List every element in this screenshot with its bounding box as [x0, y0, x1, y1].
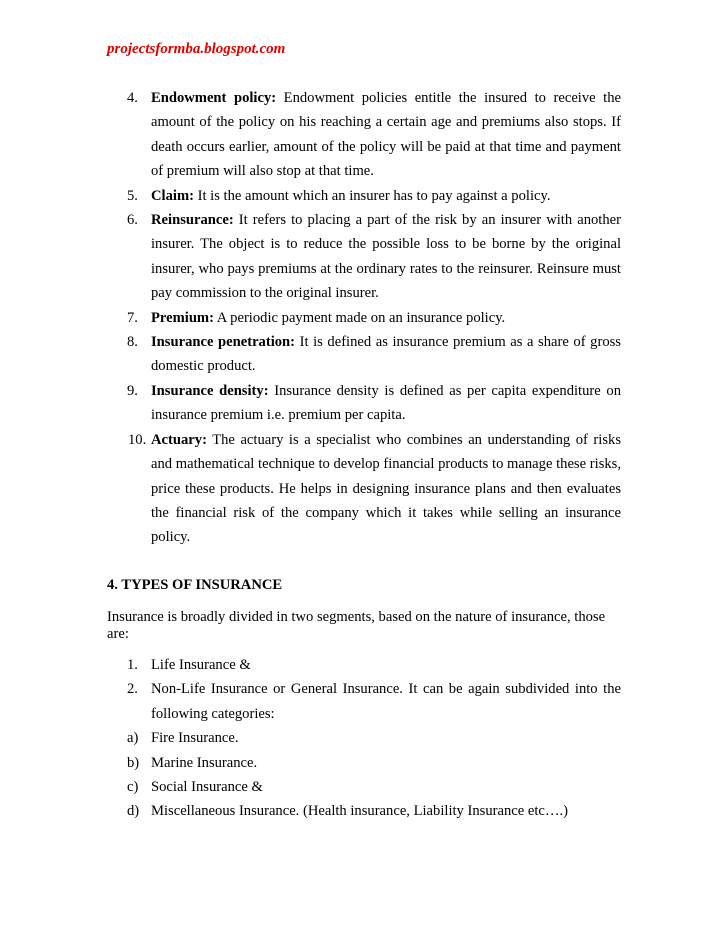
item-number: 6. [127, 212, 138, 229]
section-intro: Insurance is broadly divided in two segments, based on the nature of insurance, those are: [107, 609, 606, 642]
item-letter: b) [127, 754, 140, 771]
item-text: Fire Insurance. [151, 730, 239, 747]
definition-item [107, 306, 621, 330]
definition-term: Endowment policy: [151, 90, 277, 106]
definition-text: Endowment policies entitle the insured to receive the amount of the policy on his reaching a certain age and premiums also stops. If death occurs earlier, amount of the policy will be paid at that time and payment of premium will also stop at that time. [151, 90, 621, 180]
item-text: Non-Life Insurance or General Insurance. It can be again subdivided into the following categories: [151, 681, 621, 722]
definition-item [107, 184, 621, 208]
definition-text: It is the amount which an insurer has to pay against a policy. [193, 187, 551, 204]
definition-term: Insurance density: [151, 382, 269, 399]
definition-item [107, 428, 621, 550]
insurance-types-list [107, 653, 621, 824]
list-item [107, 726, 621, 750]
item-text: Miscellaneous Insurance. (Health insurance, Liability Insurance etc….) [151, 803, 568, 820]
definition-text: It refers to placing a part of the risk by an insurer with another insurer. The object is to reduce the possible loss to be borne by the original insurer, who pays premiums at the ordinary rates to the reinsurer. Reinsure must pay commission to the original insurer. [151, 212, 621, 302]
definition-item [107, 208, 621, 306]
definition-term: Premium: [151, 309, 214, 326]
definition-term: Insurance penetration: [151, 334, 296, 351]
item-number: 4. [127, 90, 138, 106]
definition-text: Insurance density is defined as per capita expenditure on insurance premium i.e. premium per capita. [151, 382, 621, 424]
definition-item [107, 330, 621, 379]
definition-term: Reinsurance: [151, 212, 234, 229]
item-number: 8. [127, 334, 138, 351]
item-number: 5. [127, 187, 138, 204]
item-text: Social Insurance & [151, 779, 263, 796]
section-heading: 4. TYPES OF INSURANCE [107, 577, 283, 593]
item-text: Marine Insurance. [151, 754, 258, 771]
item-letter: d) [127, 803, 140, 820]
list-item [107, 653, 621, 677]
list-item [107, 677, 621, 726]
list-item [107, 799, 621, 823]
definition-item [107, 86, 621, 184]
list-item [107, 751, 621, 775]
item-number: 9. [127, 382, 138, 399]
definitions-list [107, 86, 621, 550]
item-number: 1. [127, 657, 138, 673]
item-letter: a) [127, 730, 139, 747]
item-letter: c) [127, 779, 139, 796]
definition-text: A periodic payment made on an insurance policy. [213, 309, 506, 326]
item-number: 7. [127, 309, 138, 326]
definition-text: It is defined as insurance premium as a share of gross domestic product. [151, 334, 621, 375]
definition-text: The actuary is a specialist who combines an understanding of risks and mathematical technique to develop financial products to manage these risks, price these products. He helps in designing insurance plans and then evaluates the financial risk of the company which it takes while selling an insurance policy. [151, 431, 621, 546]
item-number: 2. [127, 681, 138, 698]
definition-term: Claim: [151, 187, 194, 204]
item-text: Life Insurance & [151, 657, 251, 673]
definition-item [107, 379, 621, 428]
item-number: 10. [128, 431, 147, 448]
site-url-header: projectsformba.blogspot.com [107, 41, 286, 57]
list-item [107, 775, 621, 799]
definition-term: Actuary: [151, 431, 207, 448]
